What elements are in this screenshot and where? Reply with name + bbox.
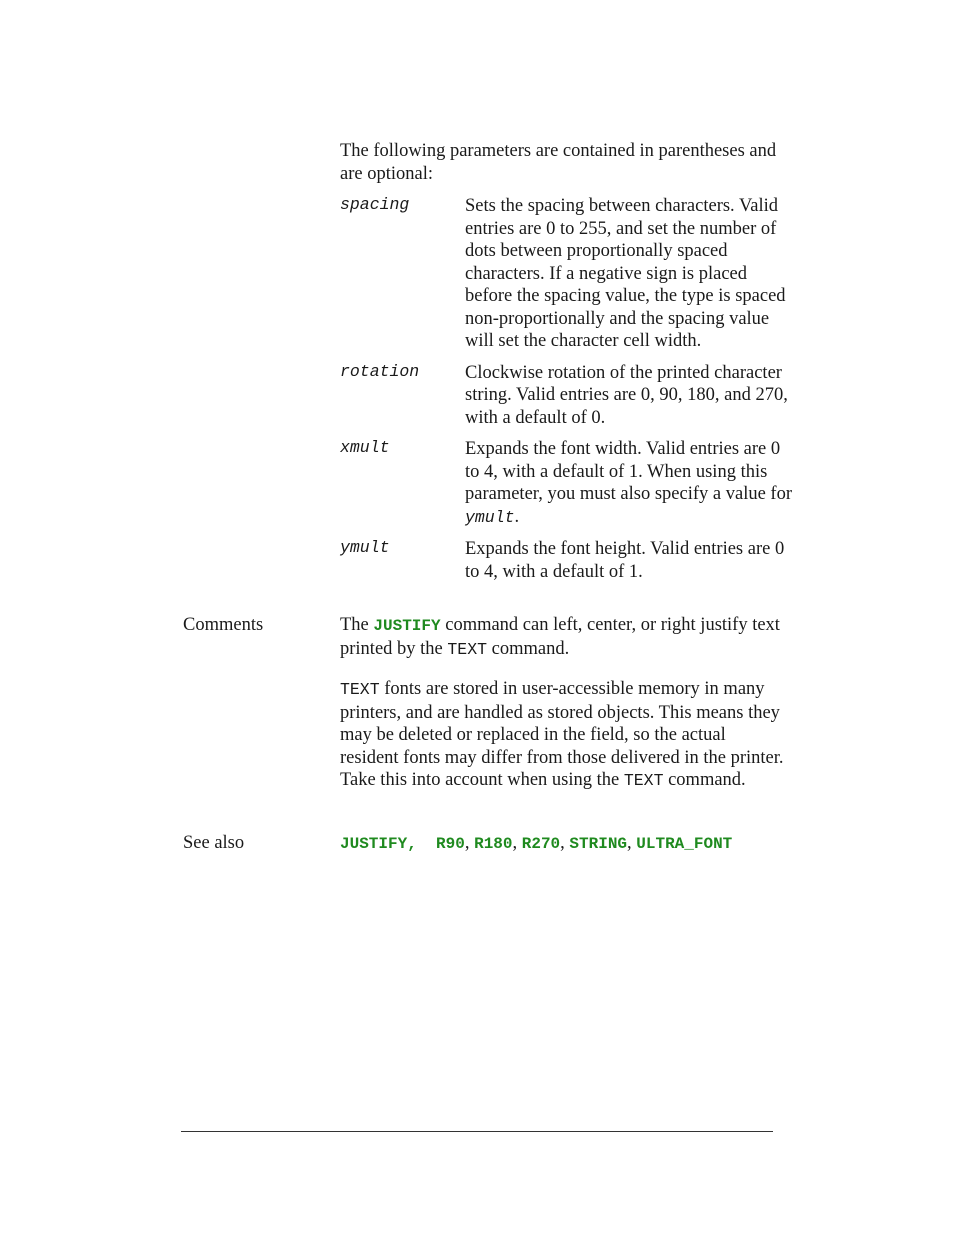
code-text: TEXT <box>623 771 664 790</box>
link-justify[interactable]: JUSTIFY <box>373 617 441 635</box>
code-text: TEXT <box>447 639 487 659</box>
see-also-label: See also <box>183 833 245 853</box>
text-run: The <box>340 615 374 635</box>
separator: , <box>512 833 522 853</box>
param-description: Sets the spacing between characters. Valid entries are 0 to 255, and set the number of dots between proportionally spaced characters. If a negative sign is placed before the spacing value, the type is spaced non-proportionally and the spacing value will set the character cell width. <box>465 196 786 351</box>
param-name: xmult <box>340 438 390 457</box>
comments-label: Comments <box>183 615 264 635</box>
param-description: Expands the font height. Valid entries are 0 to 4, with a default of 1. <box>465 539 785 582</box>
code-text: TEXT <box>340 680 380 699</box>
link-ultra-font[interactable]: ULTRA_FONT <box>636 835 733 853</box>
separator: , <box>560 833 570 853</box>
link-r90[interactable]: R90 <box>436 835 465 853</box>
link-r180[interactable]: R180 <box>474 835 513 853</box>
separator: , <box>627 833 637 853</box>
param-row-xmult <box>340 438 800 529</box>
param-name: spacing <box>340 195 410 214</box>
see-also-links <box>340 832 785 856</box>
parameter-list <box>340 195 800 583</box>
separator: , <box>407 835 437 853</box>
link-string[interactable]: STRING <box>569 835 628 853</box>
comments-paragraph-2 <box>340 678 785 793</box>
param-description: Clockwise rotation of the printed character string. Valid entries are 0, 90, 180, and 270, with a default of 0. <box>465 362 788 428</box>
link-r270[interactable]: R270 <box>521 835 561 853</box>
text-run: command. <box>663 770 746 790</box>
param-row-spacing <box>340 195 800 353</box>
param-row-ymult <box>340 538 800 583</box>
param-name: rotation <box>340 361 420 381</box>
param-reference-code: ymult <box>465 507 515 527</box>
param-description-end: . <box>514 506 520 527</box>
param-name: ymult <box>340 538 390 557</box>
param-description <box>465 438 795 529</box>
param-row-rotation <box>340 362 800 430</box>
link-justify[interactable]: JUSTIFY <box>340 835 408 853</box>
param-description-text: Expands the font width. Valid entries are 0 to 4, with a default of 1. When using this parameter, you must also specify a value for <box>465 439 793 504</box>
comments-paragraph-1 <box>340 614 785 661</box>
footer-rule <box>181 1131 773 1132</box>
text-run: command. <box>487 638 570 659</box>
separator: , <box>464 833 475 853</box>
intro-paragraph: The following parameters are contained in parentheses and are optional: <box>340 141 777 184</box>
text-run: command can left, center, or right justify text printed by the <box>340 615 780 659</box>
text-run: fonts are stored in user-accessible memory in many printers, and are handled as stored objects. This means they may be deleted or replaced in the field, so the actual resident fonts may differ from those delivered in the printer. Take this into account when using the <box>340 679 784 790</box>
